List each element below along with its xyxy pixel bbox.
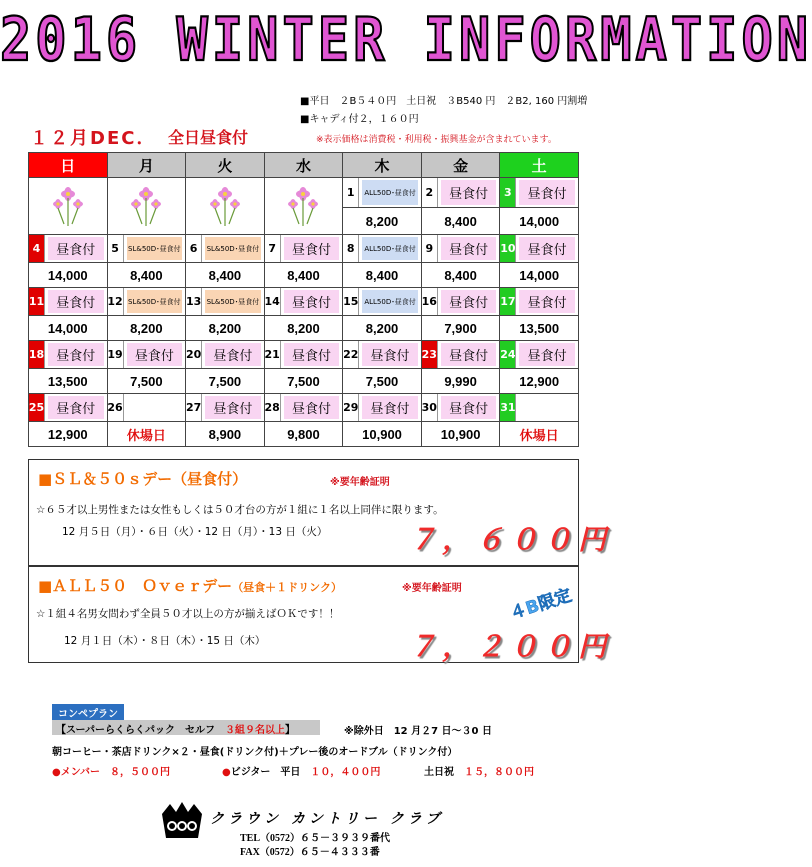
compe-plan-red: ３組９名以上 bbox=[225, 725, 285, 736]
month-label: １２月DEC． bbox=[30, 128, 157, 149]
calendar-day bbox=[186, 235, 265, 263]
calendar-day bbox=[421, 178, 500, 208]
tax-note: ※表示価格は消費税・利用税・振興基金が含まれています。 bbox=[316, 135, 557, 145]
visitor-weekday-price: １０，４００円 bbox=[310, 767, 381, 778]
day-price: 14,000 bbox=[29, 316, 108, 341]
day-number: 10 bbox=[500, 235, 516, 262]
day-price: 8,200 bbox=[343, 208, 422, 235]
calendar-day bbox=[421, 235, 500, 263]
day-plan-tag: SL&50D･昼食付 bbox=[205, 237, 261, 260]
all50-dates: 12 月１日（木）・８日（木）・15 日（木） bbox=[64, 635, 266, 647]
page-title: 2016 WINTER INFORMATION bbox=[0, 6, 812, 75]
calendar-day bbox=[107, 235, 186, 263]
day-price: 12,900 bbox=[500, 369, 579, 394]
day-plan-tag: 昼食付 bbox=[441, 290, 497, 313]
tel: TEL（0572）６５－３９３９番代 bbox=[240, 833, 391, 844]
calendar-price-row bbox=[29, 263, 579, 288]
weekday-header-row bbox=[29, 153, 579, 178]
day-number: 20 bbox=[186, 341, 202, 368]
compe-plan-suffix: 】 bbox=[285, 725, 295, 736]
day-price: 7,500 bbox=[186, 369, 265, 394]
compe-except: ※除外日 12 月２7 日～３0 日 bbox=[344, 726, 492, 737]
day-number: 19 bbox=[108, 341, 124, 368]
calendar-day bbox=[343, 394, 422, 422]
calendar-day bbox=[29, 288, 108, 316]
day-plan-tag: 昼食付 bbox=[519, 290, 575, 313]
day-number: 8 bbox=[343, 235, 359, 262]
flower-cell bbox=[264, 178, 343, 235]
calendar-price-row bbox=[29, 422, 579, 447]
four-ball-stamp: ４B限定 bbox=[507, 585, 575, 625]
day-price: 8,200 bbox=[343, 316, 422, 341]
calendar-day-row bbox=[29, 341, 579, 369]
calendar-day bbox=[107, 341, 186, 369]
day-number: 5 bbox=[108, 235, 124, 262]
day-price: 13,500 bbox=[29, 369, 108, 394]
flower-icon bbox=[186, 178, 264, 234]
day-price: 7,500 bbox=[343, 369, 422, 394]
sl50-dates: 12 月５日（月）・６日（火）・12 日（月）・13 日（火） bbox=[62, 526, 328, 538]
day-price: 休場日 bbox=[500, 422, 579, 447]
calendar-day bbox=[343, 178, 422, 208]
day-number: 29 bbox=[343, 394, 359, 421]
day-number: 12 bbox=[108, 288, 124, 315]
day-plan-tag: 昼食付 bbox=[284, 396, 340, 419]
calendar-day bbox=[343, 288, 422, 316]
price-note-weekday: ■平日 ２B５４０円 土日祝 ３B540 円 ２B2, 160 円割増 bbox=[300, 96, 588, 107]
flower-cell bbox=[186, 178, 265, 235]
day-plan-tag: 昼食付 bbox=[362, 343, 418, 366]
all50-heading bbox=[38, 575, 342, 596]
calendar-day bbox=[29, 394, 108, 422]
visitor-weekend-price: １５，８００円 bbox=[464, 767, 534, 778]
calendar-day-row bbox=[29, 394, 579, 422]
day-number: 13 bbox=[186, 288, 202, 315]
day-number: 2 bbox=[422, 178, 438, 207]
day-number: 17 bbox=[500, 288, 516, 315]
day-number: 25 bbox=[29, 394, 45, 421]
weekday-mon: 月 bbox=[107, 153, 186, 178]
day-price: 14,000 bbox=[29, 263, 108, 288]
member-price: ８，５００円 bbox=[110, 767, 171, 778]
day-plan-tag: 昼食付 bbox=[441, 237, 497, 260]
day-plan-tag: 昼食付 bbox=[284, 237, 340, 260]
day-plan-tag: 昼食付 bbox=[519, 180, 575, 205]
calendar-day bbox=[264, 341, 343, 369]
day-number: 1 bbox=[343, 178, 359, 207]
day-number: 27 bbox=[186, 394, 202, 421]
price-note-caddie: ■キャディ付２，１６０円 bbox=[300, 114, 419, 125]
day-price: 8,900 bbox=[186, 422, 265, 447]
day-number: 3 bbox=[500, 178, 516, 207]
day-number: 30 bbox=[422, 394, 438, 421]
calendar-day bbox=[500, 341, 579, 369]
day-price: 8,400 bbox=[264, 263, 343, 288]
calendar-day bbox=[29, 235, 108, 263]
weekday-thu: 木 bbox=[343, 153, 422, 178]
calendar-day-row bbox=[29, 178, 579, 208]
day-number: 24 bbox=[500, 341, 516, 368]
compe-plan-bar bbox=[52, 720, 320, 735]
day-price: 7,500 bbox=[264, 369, 343, 394]
calendar-price-row bbox=[29, 369, 579, 394]
day-number: 11 bbox=[29, 288, 45, 315]
sl50-price: ７，６００円 bbox=[408, 524, 613, 555]
day-price: 7,500 bbox=[107, 369, 186, 394]
compe-member bbox=[52, 763, 170, 778]
day-plan-tag: 昼食付 bbox=[48, 343, 104, 366]
day-number: 26 bbox=[108, 394, 124, 421]
day-price: 14,000 bbox=[500, 208, 579, 235]
day-plan-tag: SL&50D･昼食付 bbox=[127, 237, 183, 260]
calendar-day bbox=[500, 288, 579, 316]
calendar-day bbox=[107, 394, 186, 422]
calendar-day bbox=[421, 288, 500, 316]
day-plan-tag: 昼食付 bbox=[127, 343, 183, 366]
compe-visitor-weekend bbox=[424, 763, 534, 778]
day-price: 8,200 bbox=[107, 316, 186, 341]
day-plan-tag bbox=[127, 396, 183, 419]
day-plan-tag: 昼食付 bbox=[48, 237, 104, 260]
day-plan-tag bbox=[519, 396, 575, 419]
club-name: クラウン カントリー クラブ bbox=[210, 811, 444, 827]
day-price: 10,900 bbox=[421, 422, 500, 447]
day-plan-tag: 昼食付 bbox=[205, 343, 261, 366]
day-price: 8,200 bbox=[186, 316, 265, 341]
day-plan-tag: 昼食付 bbox=[441, 180, 497, 205]
visitor-weekend-label: 土日祝 bbox=[424, 767, 454, 778]
calendar-day-row bbox=[29, 288, 579, 316]
visitor-label: ビジター 平日 bbox=[230, 767, 301, 778]
day-plan-tag: ALL50D･昼食付 bbox=[362, 237, 418, 260]
calendar-day bbox=[500, 235, 579, 263]
calendar-day bbox=[343, 235, 422, 263]
flower-cell bbox=[29, 178, 108, 235]
day-plan-tag: SL&50D･昼食付 bbox=[127, 290, 183, 313]
compe-title: コンペプラン bbox=[52, 704, 124, 721]
crown-logo-icon bbox=[160, 800, 204, 842]
fax: FAX（0572）６５－４３３３番 bbox=[240, 847, 380, 858]
all50-requirement: ※要年齢証明 bbox=[402, 583, 462, 594]
calendar-price-row bbox=[29, 316, 579, 341]
calendar-day bbox=[264, 394, 343, 422]
calendar-day bbox=[264, 235, 343, 263]
day-number: 7 bbox=[265, 235, 281, 262]
weekday-sat: 土 bbox=[500, 153, 579, 178]
weekday-fri: 金 bbox=[421, 153, 500, 178]
day-price: 7,900 bbox=[421, 316, 500, 341]
compe-plan-prefix: 【スーパーらくらくパック セルフ bbox=[56, 725, 225, 736]
day-price: 8,200 bbox=[264, 316, 343, 341]
bullet-icon: ● bbox=[222, 767, 231, 778]
calendar-day bbox=[186, 394, 265, 422]
member-label: メンバー bbox=[60, 767, 101, 778]
day-number: 6 bbox=[186, 235, 202, 262]
flower-icon bbox=[108, 178, 186, 234]
sl50-condition: ☆６５才以上男性または女性もしくは５０才台の方が１組に１名以上同伴に限ります。 bbox=[36, 504, 444, 516]
day-plan-tag: 昼食付 bbox=[519, 343, 575, 366]
calendar-day bbox=[107, 288, 186, 316]
day-plan-tag: SL&50D･昼食付 bbox=[205, 290, 261, 313]
day-price: 12,900 bbox=[29, 422, 108, 447]
flower-cell bbox=[107, 178, 186, 235]
day-plan-tag: 昼食付 bbox=[48, 290, 104, 313]
day-number: 4 bbox=[29, 235, 45, 262]
day-number: 15 bbox=[343, 288, 359, 315]
day-number: 18 bbox=[29, 341, 45, 368]
day-plan-tag: 昼食付 bbox=[48, 396, 104, 419]
day-number: 31 bbox=[500, 394, 516, 421]
calendar-day bbox=[29, 341, 108, 369]
calendar-day bbox=[421, 394, 500, 422]
day-price: 8,400 bbox=[421, 263, 500, 288]
day-plan-tag: ALL50D･昼食付 bbox=[362, 180, 418, 205]
day-plan-tag: ALL50D･昼食付 bbox=[362, 290, 418, 313]
calendar-day bbox=[186, 288, 265, 316]
day-plan-tag: 昼食付 bbox=[284, 343, 340, 366]
calendar-day-row bbox=[29, 235, 579, 263]
day-price: 8,400 bbox=[343, 263, 422, 288]
calendar-day bbox=[421, 341, 500, 369]
weekday-sun: 日 bbox=[29, 153, 108, 178]
calendar-day bbox=[500, 178, 579, 208]
all50-price: ７，２００円 bbox=[408, 631, 613, 662]
day-price: 13,500 bbox=[500, 316, 579, 341]
all50-heading-main: ■ＡＬＬ５０ Ｏｖｅｒデー bbox=[38, 577, 233, 595]
day-plan-tag: 昼食付 bbox=[205, 396, 261, 419]
calendar-table bbox=[28, 152, 579, 447]
day-number: 14 bbox=[265, 288, 281, 315]
day-price: 休場日 bbox=[107, 422, 186, 447]
compe-drinks: 朝コーヒー・茶店ドリンク×２・昼食(ドリンク付)＋プレー後のオードブル（ドリンク付） bbox=[52, 747, 458, 758]
lunch-label: 全日昼食付 bbox=[168, 128, 249, 147]
day-plan-tag: 昼食付 bbox=[362, 396, 418, 419]
day-number: 22 bbox=[343, 341, 359, 368]
day-number: 21 bbox=[265, 341, 281, 368]
all50-heading-small: （昼食＋１ドリンク） bbox=[232, 581, 342, 594]
sl50-requirement: ※要年齢証明 bbox=[330, 477, 390, 488]
day-price: 8,400 bbox=[107, 263, 186, 288]
day-number: 28 bbox=[265, 394, 281, 421]
day-plan-tag: 昼食付 bbox=[284, 290, 340, 313]
day-number: 16 bbox=[422, 288, 438, 315]
calendar-day bbox=[500, 394, 579, 422]
bullet-icon: ● bbox=[52, 767, 61, 778]
flower-icon bbox=[265, 178, 343, 234]
flower-icon bbox=[29, 178, 107, 234]
compe-visitor bbox=[222, 763, 380, 778]
day-number: 9 bbox=[422, 235, 438, 262]
all50-condition: ☆１組４名男女問わず全員５０才以上の方が揃えばＯＫです！！ bbox=[36, 608, 340, 620]
day-price: 10,900 bbox=[343, 422, 422, 447]
day-number: 23 bbox=[422, 341, 438, 368]
calendar-day bbox=[264, 288, 343, 316]
day-price: 9,990 bbox=[421, 369, 500, 394]
day-price: 8,400 bbox=[186, 263, 265, 288]
day-price: 8,400 bbox=[421, 208, 500, 235]
sl50-heading: ■ＳＬ＆５０ｓデー（昼食付） bbox=[38, 470, 248, 488]
weekday-tue: 火 bbox=[186, 153, 265, 178]
day-plan-tag: 昼食付 bbox=[441, 343, 497, 366]
calendar-day bbox=[343, 341, 422, 369]
day-plan-tag: 昼食付 bbox=[441, 396, 497, 419]
day-price: 14,000 bbox=[500, 263, 579, 288]
weekday-wed: 水 bbox=[264, 153, 343, 178]
day-plan-tag: 昼食付 bbox=[519, 237, 575, 260]
day-price: 9,800 bbox=[264, 422, 343, 447]
calendar-day bbox=[186, 341, 265, 369]
